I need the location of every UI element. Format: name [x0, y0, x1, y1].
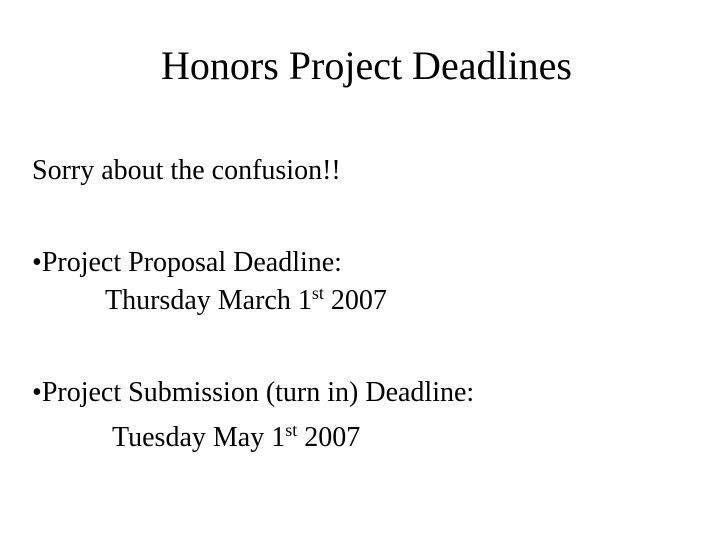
- proposal-date-year: 2007: [323, 285, 387, 316]
- submission-deadline-date: [112, 421, 360, 455]
- proposal-deadline-item: [32, 246, 342, 280]
- slide-title: Honors Project Deadlines: [160, 43, 572, 88]
- submission-deadline-label: Project Submission (turn in) Deadline:: [41, 377, 475, 408]
- submission-date-prefix: Tuesday May 1: [112, 422, 286, 453]
- proposal-deadline-date: [105, 284, 387, 318]
- bullet-marker: •: [32, 247, 42, 278]
- submission-date-ordinal: st: [285, 420, 298, 440]
- submission-date-year: 2007: [297, 422, 361, 453]
- submission-deadline-item: [32, 376, 474, 410]
- proposal-date-ordinal: st: [311, 283, 324, 303]
- proposal-deadline-label: Project Proposal Deadline:: [41, 247, 342, 278]
- intro-text: Sorry about the confusion!!: [32, 155, 341, 186]
- proposal-date-prefix: Thursday March 1: [105, 285, 312, 316]
- bullet-marker: •: [32, 377, 42, 408]
